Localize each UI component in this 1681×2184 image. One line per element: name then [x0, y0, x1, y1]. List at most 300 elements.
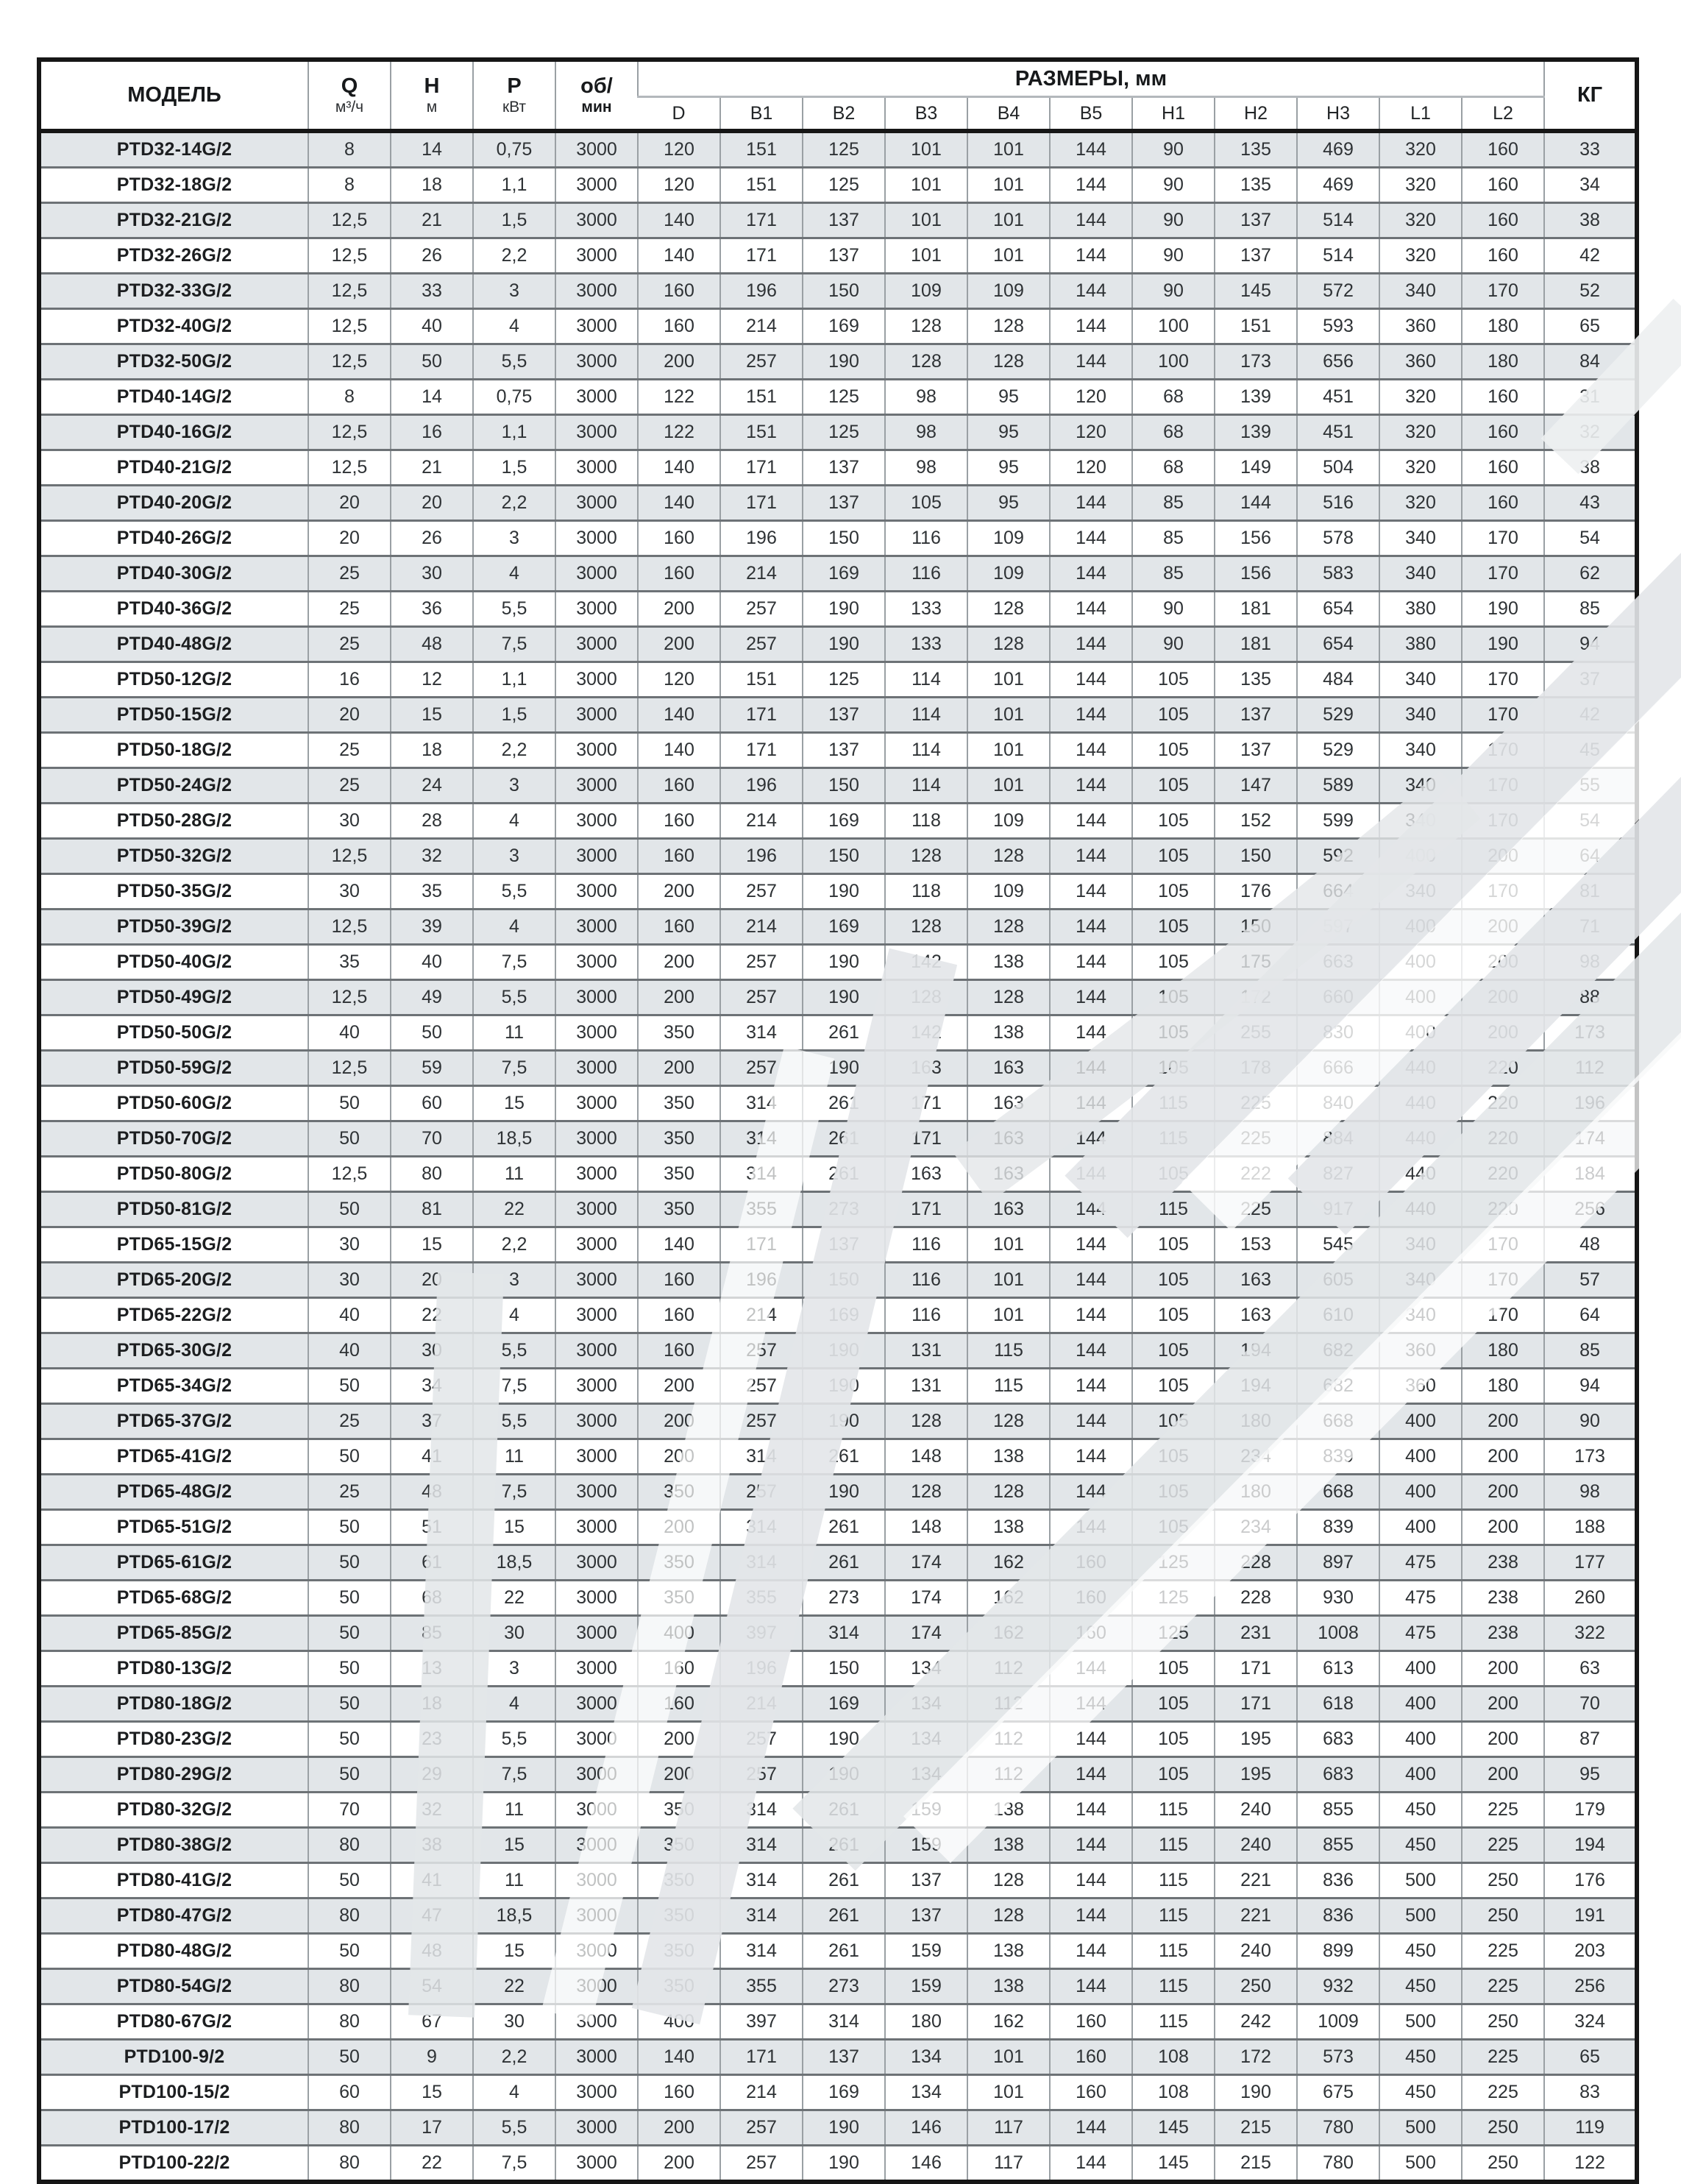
cell-value: 451 [1297, 380, 1379, 415]
col-header-q-label: Q [341, 74, 358, 98]
cell-value: 30 [473, 2004, 555, 2040]
cell-model: PTD32-26G/2 [39, 238, 308, 274]
cell-value: 112 [967, 1687, 1050, 1722]
cell-value: 340 [1379, 804, 1462, 839]
cell-value: 350 [638, 1934, 720, 1969]
cell-value: 9 [391, 2040, 473, 2075]
table-row [39, 450, 1637, 486]
cell-value: 62 [1544, 556, 1637, 592]
cell-value: 355 [720, 1969, 803, 2004]
cell-value: 360 [1379, 1369, 1462, 1404]
cell-value: 169 [803, 910, 885, 945]
cell-value: 144 [1050, 1687, 1132, 1722]
cell-value: 20 [391, 1263, 473, 1298]
cell-value: 144 [1050, 1015, 1132, 1051]
cell-value: 256 [1544, 1969, 1637, 2004]
cell-value: 234 [1215, 1510, 1297, 1545]
col-header-size-b4: B4 [967, 97, 1050, 132]
cell-value: 118 [885, 804, 967, 839]
cell-value: 105 [1132, 945, 1215, 980]
cell-value: 15 [391, 698, 473, 733]
col-header-rpm-label: об/ [580, 74, 613, 98]
cell-value: 115 [967, 1369, 1050, 1404]
cell-value: 135 [1215, 168, 1297, 203]
cell-value: 618 [1297, 1687, 1379, 1722]
cell-value: 128 [885, 1475, 967, 1510]
cell-value: 98 [885, 415, 967, 450]
cell-value: 314 [720, 1828, 803, 1863]
cell-value: 134 [885, 2075, 967, 2110]
cell-value: 128 [967, 627, 1050, 662]
cell-value: 261 [803, 1510, 885, 1545]
cell-value: 234 [1215, 1439, 1297, 1475]
cell-model: PTD50-39G/2 [39, 910, 308, 945]
cell-value: 70 [391, 1121, 473, 1157]
cell-value: 500 [1379, 1863, 1462, 1898]
cell-value: 85 [1544, 1333, 1637, 1369]
cell-value: 583 [1297, 556, 1379, 592]
cell-value: 150 [803, 1263, 885, 1298]
cell-value: 138 [967, 1828, 1050, 1863]
cell-value: 242 [1215, 2004, 1297, 2040]
cell-model: PTD50-35G/2 [39, 874, 308, 910]
cell-value: 261 [803, 1439, 885, 1475]
cell-value: 500 [1379, 2110, 1462, 2146]
cell-value: 240 [1215, 1828, 1297, 1863]
cell-value: 160 [638, 768, 720, 804]
cell-value: 171 [720, 698, 803, 733]
cell-value: 160 [1462, 415, 1544, 450]
cell-value: 200 [638, 1369, 720, 1404]
cell-value: 12,5 [308, 238, 391, 274]
cell-model: PTD32-33G/2 [39, 274, 308, 309]
cell-value: 450 [1379, 1793, 1462, 1828]
cell-value: 171 [720, 1227, 803, 1263]
cell-value: 101 [967, 2040, 1050, 2075]
cell-value: 105 [1132, 1475, 1215, 1510]
cell-value: 144 [1050, 1051, 1132, 1086]
cell-value: 162 [967, 2004, 1050, 2040]
col-header-size-h1: H1 [1132, 97, 1215, 132]
cell-value: 261 [803, 1863, 885, 1898]
cell-value: 101 [967, 768, 1050, 804]
table-row [39, 1545, 1637, 1581]
cell-value: 48 [391, 1934, 473, 1969]
cell-value: 7,5 [473, 1051, 555, 1086]
cell-value: 163 [1215, 1298, 1297, 1333]
cell-value: 450 [1379, 2040, 1462, 2075]
cell-value: 196 [720, 274, 803, 309]
cell-model: PTD50-32G/2 [39, 839, 308, 874]
cell-value: 105 [1132, 839, 1215, 874]
cell-value: 105 [1132, 1651, 1215, 1687]
cell-value: 400 [1379, 910, 1462, 945]
cell-value: 3000 [555, 238, 638, 274]
cell-value: 144 [1050, 1722, 1132, 1757]
table-row [39, 556, 1637, 592]
cell-value: 200 [638, 344, 720, 380]
cell-value: 160 [638, 274, 720, 309]
cell-value: 122 [638, 415, 720, 450]
cell-value: 80 [308, 1828, 391, 1863]
cell-value: 115 [1132, 1828, 1215, 1863]
cell-value: 22 [473, 1969, 555, 2004]
cell-value: 120 [638, 662, 720, 698]
cell-value: 225 [1215, 1121, 1297, 1157]
table-row [39, 486, 1637, 521]
cell-value: 11 [473, 1157, 555, 1192]
cell-model: PTD50-70G/2 [39, 1121, 308, 1157]
cell-value: 144 [1050, 1369, 1132, 1404]
cell-value: 3000 [555, 839, 638, 874]
cell-value: 4 [473, 2075, 555, 2110]
cell-value: 170 [1462, 768, 1544, 804]
cell-value: 35 [308, 945, 391, 980]
cell-value: 475 [1379, 1581, 1462, 1616]
cell-value: 144 [1050, 1757, 1132, 1793]
cell-value: 3000 [555, 1651, 638, 1687]
cell-value: 257 [720, 1333, 803, 1369]
cell-value: 22 [391, 1298, 473, 1333]
cell-value: 314 [720, 1863, 803, 1898]
cell-value: 144 [1050, 1157, 1132, 1192]
cell-value: 4 [473, 556, 555, 592]
cell-value: 101 [967, 733, 1050, 768]
cell-model: PTD80-29G/2 [39, 1757, 308, 1793]
col-header-h-unit: м [426, 99, 438, 116]
col-header-p-label: Р [507, 74, 522, 98]
cell-value: 171 [885, 1192, 967, 1227]
cell-value: 188 [1544, 1510, 1637, 1545]
cell-value: 578 [1297, 521, 1379, 556]
cell-model: PTD100-22/2 [39, 2146, 308, 2183]
cell-value: 3000 [555, 1227, 638, 1263]
cell-value: 221 [1215, 1898, 1297, 1934]
cell-model: PTD50-59G/2 [39, 1051, 308, 1086]
cell-value: 180 [1462, 1333, 1544, 1369]
cell-value: 15 [391, 2075, 473, 2110]
cell-value: 150 [1215, 910, 1297, 945]
cell-value: 125 [803, 131, 885, 168]
cell-value: 225 [1462, 2075, 1544, 2110]
cell-value: 3000 [555, 1793, 638, 1828]
cell-value: 176 [1215, 874, 1297, 910]
cell-value: 50 [391, 1015, 473, 1051]
cell-value: 200 [1462, 1404, 1544, 1439]
cell-value: 128 [967, 1404, 1050, 1439]
cell-value: 36 [391, 592, 473, 627]
cell-value: 50 [308, 1687, 391, 1722]
cell-value: 500 [1379, 2004, 1462, 2040]
cell-value: 5,5 [473, 1722, 555, 1757]
cell-value: 3000 [555, 698, 638, 733]
table-row [39, 1934, 1637, 1969]
cell-value: 179 [1544, 1793, 1637, 1828]
cell-value: 3000 [555, 1510, 638, 1545]
cell-value: 81 [391, 1192, 473, 1227]
cell-value: 160 [638, 910, 720, 945]
cell-value: 173 [1215, 344, 1297, 380]
cell-value: 32 [391, 1793, 473, 1828]
cell-value: 98 [1544, 945, 1637, 980]
cell-value: 190 [803, 1475, 885, 1510]
cell-value: 196 [720, 839, 803, 874]
cell-model: PTD80-41G/2 [39, 1863, 308, 1898]
cell-value: 98 [885, 450, 967, 486]
cell-value: 105 [1132, 1015, 1215, 1051]
cell-value: 504 [1297, 450, 1379, 486]
table-row [39, 1263, 1637, 1298]
cell-value: 12,5 [308, 910, 391, 945]
table-row [39, 627, 1637, 662]
cell-value: 3000 [555, 2075, 638, 2110]
col-header-q [308, 60, 391, 131]
cell-model: PTD80-38G/2 [39, 1828, 308, 1863]
cell-value: 171 [720, 238, 803, 274]
cell-value: 13 [391, 1651, 473, 1687]
cell-value: 49 [391, 980, 473, 1015]
cell-value: 140 [638, 450, 720, 486]
table-row [39, 1369, 1637, 1404]
cell-value: 83 [1544, 2075, 1637, 2110]
cell-value: 20 [308, 486, 391, 521]
cell-value: 190 [803, 1333, 885, 1369]
cell-value: 138 [967, 1015, 1050, 1051]
cell-value: 203 [1544, 1934, 1637, 1969]
cell-value: 350 [638, 1475, 720, 1510]
cell-model: PTD32-18G/2 [39, 168, 308, 203]
cell-value: 174 [885, 1616, 967, 1651]
cell-value: 128 [967, 910, 1050, 945]
cell-value: 589 [1297, 768, 1379, 804]
cell-value: 105 [1132, 804, 1215, 839]
cell-value: 500 [1379, 2146, 1462, 2183]
cell-value: 105 [1132, 662, 1215, 698]
cell-value: 15 [473, 1510, 555, 1545]
cell-value: 20 [391, 486, 473, 521]
cell-value: 257 [720, 1475, 803, 1510]
cell-value: 144 [1050, 768, 1132, 804]
cell-value: 144 [1050, 627, 1132, 662]
cell-value: 250 [1462, 1863, 1544, 1898]
col-header-size-b1: B1 [720, 97, 803, 132]
cell-value: 340 [1379, 556, 1462, 592]
col-header-rpm-unit: мин [581, 99, 612, 116]
cell-value: 314 [803, 2004, 885, 2040]
cell-value: 144 [1050, 804, 1132, 839]
cell-value: 47 [391, 1898, 473, 1934]
cell-value: 238 [1462, 1545, 1544, 1581]
cell-value: 683 [1297, 1722, 1379, 1757]
cell-value: 172 [1215, 2040, 1297, 2075]
cell-value: 162 [967, 1581, 1050, 1616]
cell-value: 3000 [555, 380, 638, 415]
cell-value: 170 [1462, 521, 1544, 556]
table-row [39, 131, 1637, 168]
cell-value: 144 [1050, 1439, 1132, 1475]
cell-model: PTD32-50G/2 [39, 344, 308, 380]
cell-value: 40 [308, 1015, 391, 1051]
cell-value: 314 [720, 1793, 803, 1828]
cell-value: 105 [1132, 1369, 1215, 1404]
cell-value: 516 [1297, 486, 1379, 521]
cell-value: 257 [720, 1757, 803, 1793]
cell-value: 115 [1132, 1898, 1215, 1934]
cell-value: 178 [1215, 1051, 1297, 1086]
cell-value: 137 [803, 1227, 885, 1263]
cell-value: 5,5 [473, 2110, 555, 2146]
cell-value: 151 [720, 415, 803, 450]
cell-value: 115 [1132, 1121, 1215, 1157]
table-row [39, 910, 1637, 945]
cell-value: 225 [1462, 1793, 1544, 1828]
cell-value: 529 [1297, 733, 1379, 768]
cell-value: 144 [1050, 131, 1132, 168]
cell-value: 95 [967, 450, 1050, 486]
cell-value: 174 [885, 1545, 967, 1581]
cell-value: 200 [638, 627, 720, 662]
cell-value: 214 [720, 2075, 803, 2110]
cell-value: 200 [1462, 839, 1544, 874]
cell-value: 450 [1379, 1828, 1462, 1863]
cell-value: 3000 [555, 627, 638, 662]
cell-value: 144 [1050, 910, 1132, 945]
cell-value: 2,2 [473, 238, 555, 274]
cell-value: 54 [391, 1969, 473, 2004]
cell-value: 314 [720, 1015, 803, 1051]
cell-value: 146 [885, 2110, 967, 2146]
cell-value: 115 [1132, 1086, 1215, 1121]
cell-value: 3000 [555, 592, 638, 627]
cell-value: 273 [803, 1192, 885, 1227]
cell-value: 144 [1050, 1934, 1132, 1969]
cell-value: 355 [720, 1581, 803, 1616]
table-row [39, 698, 1637, 733]
cell-value: 25 [308, 592, 391, 627]
cell-value: 114 [885, 768, 967, 804]
cell-value: 171 [885, 1086, 967, 1121]
cell-value: 440 [1379, 1086, 1462, 1121]
table-row [39, 1298, 1637, 1333]
cell-value: 320 [1379, 486, 1462, 521]
cell-value: 26 [391, 238, 473, 274]
cell-value: 116 [885, 1263, 967, 1298]
cell-value: 200 [638, 1051, 720, 1086]
cell-value: 196 [720, 768, 803, 804]
cell-value: 160 [1050, 2040, 1132, 2075]
cell-value: 12,5 [308, 274, 391, 309]
cell-value: 37 [391, 1404, 473, 1439]
cell-model: PTD50-12G/2 [39, 662, 308, 698]
table-row [39, 1439, 1637, 1475]
col-header-size-b3: B3 [885, 97, 967, 132]
cell-value: 80 [308, 2110, 391, 2146]
table-row [39, 1157, 1637, 1192]
cell-value: 200 [1462, 980, 1544, 1015]
cell-value: 120 [638, 168, 720, 203]
table-row [39, 1192, 1637, 1227]
cell-value: 220 [1462, 1051, 1544, 1086]
cell-value: 101 [885, 131, 967, 168]
cell-value: 33 [391, 274, 473, 309]
cell-value: 105 [1132, 1227, 1215, 1263]
cell-value: 897 [1297, 1545, 1379, 1581]
table-row [39, 1757, 1637, 1793]
cell-model: PTD32-21G/2 [39, 203, 308, 238]
table-row [39, 2146, 1637, 2183]
cell-value: 160 [1462, 486, 1544, 521]
cell-value: 196 [1544, 1086, 1637, 1121]
cell-value: 50 [308, 1651, 391, 1687]
cell-value: 120 [1050, 450, 1132, 486]
cell-value: 12,5 [308, 1051, 391, 1086]
cell-value: 137 [803, 203, 885, 238]
cell-model: PTD65-20G/2 [39, 1263, 308, 1298]
cell-value: 5,5 [473, 344, 555, 380]
cell-value: 8 [308, 131, 391, 168]
cell-value: 156 [1215, 556, 1297, 592]
cell-value: 200 [638, 592, 720, 627]
cell-value: 84 [1544, 344, 1637, 380]
cell-value: 15 [473, 1086, 555, 1121]
cell-value: 63 [1544, 1651, 1637, 1687]
cell-value: 240 [1215, 1793, 1297, 1828]
cell-value: 340 [1379, 274, 1462, 309]
cell-value: 125 [1132, 1581, 1215, 1616]
cell-model: PTD50-15G/2 [39, 698, 308, 733]
cell-value: 24 [391, 768, 473, 804]
cell-value: 261 [803, 1545, 885, 1581]
cell-value: 451 [1297, 415, 1379, 450]
cell-value: 261 [803, 1015, 885, 1051]
cell-value: 350 [638, 1828, 720, 1863]
cell-value: 194 [1215, 1369, 1297, 1404]
cell-value: 116 [885, 1227, 967, 1263]
cell-value: 118 [885, 874, 967, 910]
cell-value: 12,5 [308, 450, 391, 486]
cell-value: 169 [803, 309, 885, 344]
cell-value: 1,1 [473, 662, 555, 698]
cell-value: 134 [885, 1722, 967, 1757]
cell-value: 101 [967, 1298, 1050, 1333]
cell-value: 115 [967, 1333, 1050, 1369]
cell-model: PTD65-61G/2 [39, 1545, 308, 1581]
cell-value: 3 [473, 521, 555, 556]
cell-value: 90 [1132, 238, 1215, 274]
cell-value: 170 [1462, 1298, 1544, 1333]
cell-value: 261 [803, 1086, 885, 1121]
cell-value: 81 [1544, 874, 1637, 910]
cell-value: 261 [803, 1828, 885, 1863]
cell-value: 683 [1297, 1757, 1379, 1793]
cell-value: 1,5 [473, 450, 555, 486]
cell-model: PTD65-48G/2 [39, 1475, 308, 1510]
cell-value: 320 [1379, 415, 1462, 450]
cell-value: 140 [638, 733, 720, 768]
cell-value: 190 [803, 945, 885, 980]
cell-value: 163 [967, 1192, 1050, 1227]
cell-value: 144 [1050, 1898, 1132, 1934]
col-header-size-h3: H3 [1297, 97, 1379, 132]
cell-value: 70 [1544, 1687, 1637, 1722]
cell-value: 31 [1544, 380, 1637, 415]
cell-model: PTD50-28G/2 [39, 804, 308, 839]
cell-value: 225 [1462, 1934, 1544, 1969]
table-row [39, 2004, 1637, 2040]
cell-value: 14 [391, 380, 473, 415]
cell-value: 261 [803, 1121, 885, 1157]
cell-value: 28 [391, 804, 473, 839]
